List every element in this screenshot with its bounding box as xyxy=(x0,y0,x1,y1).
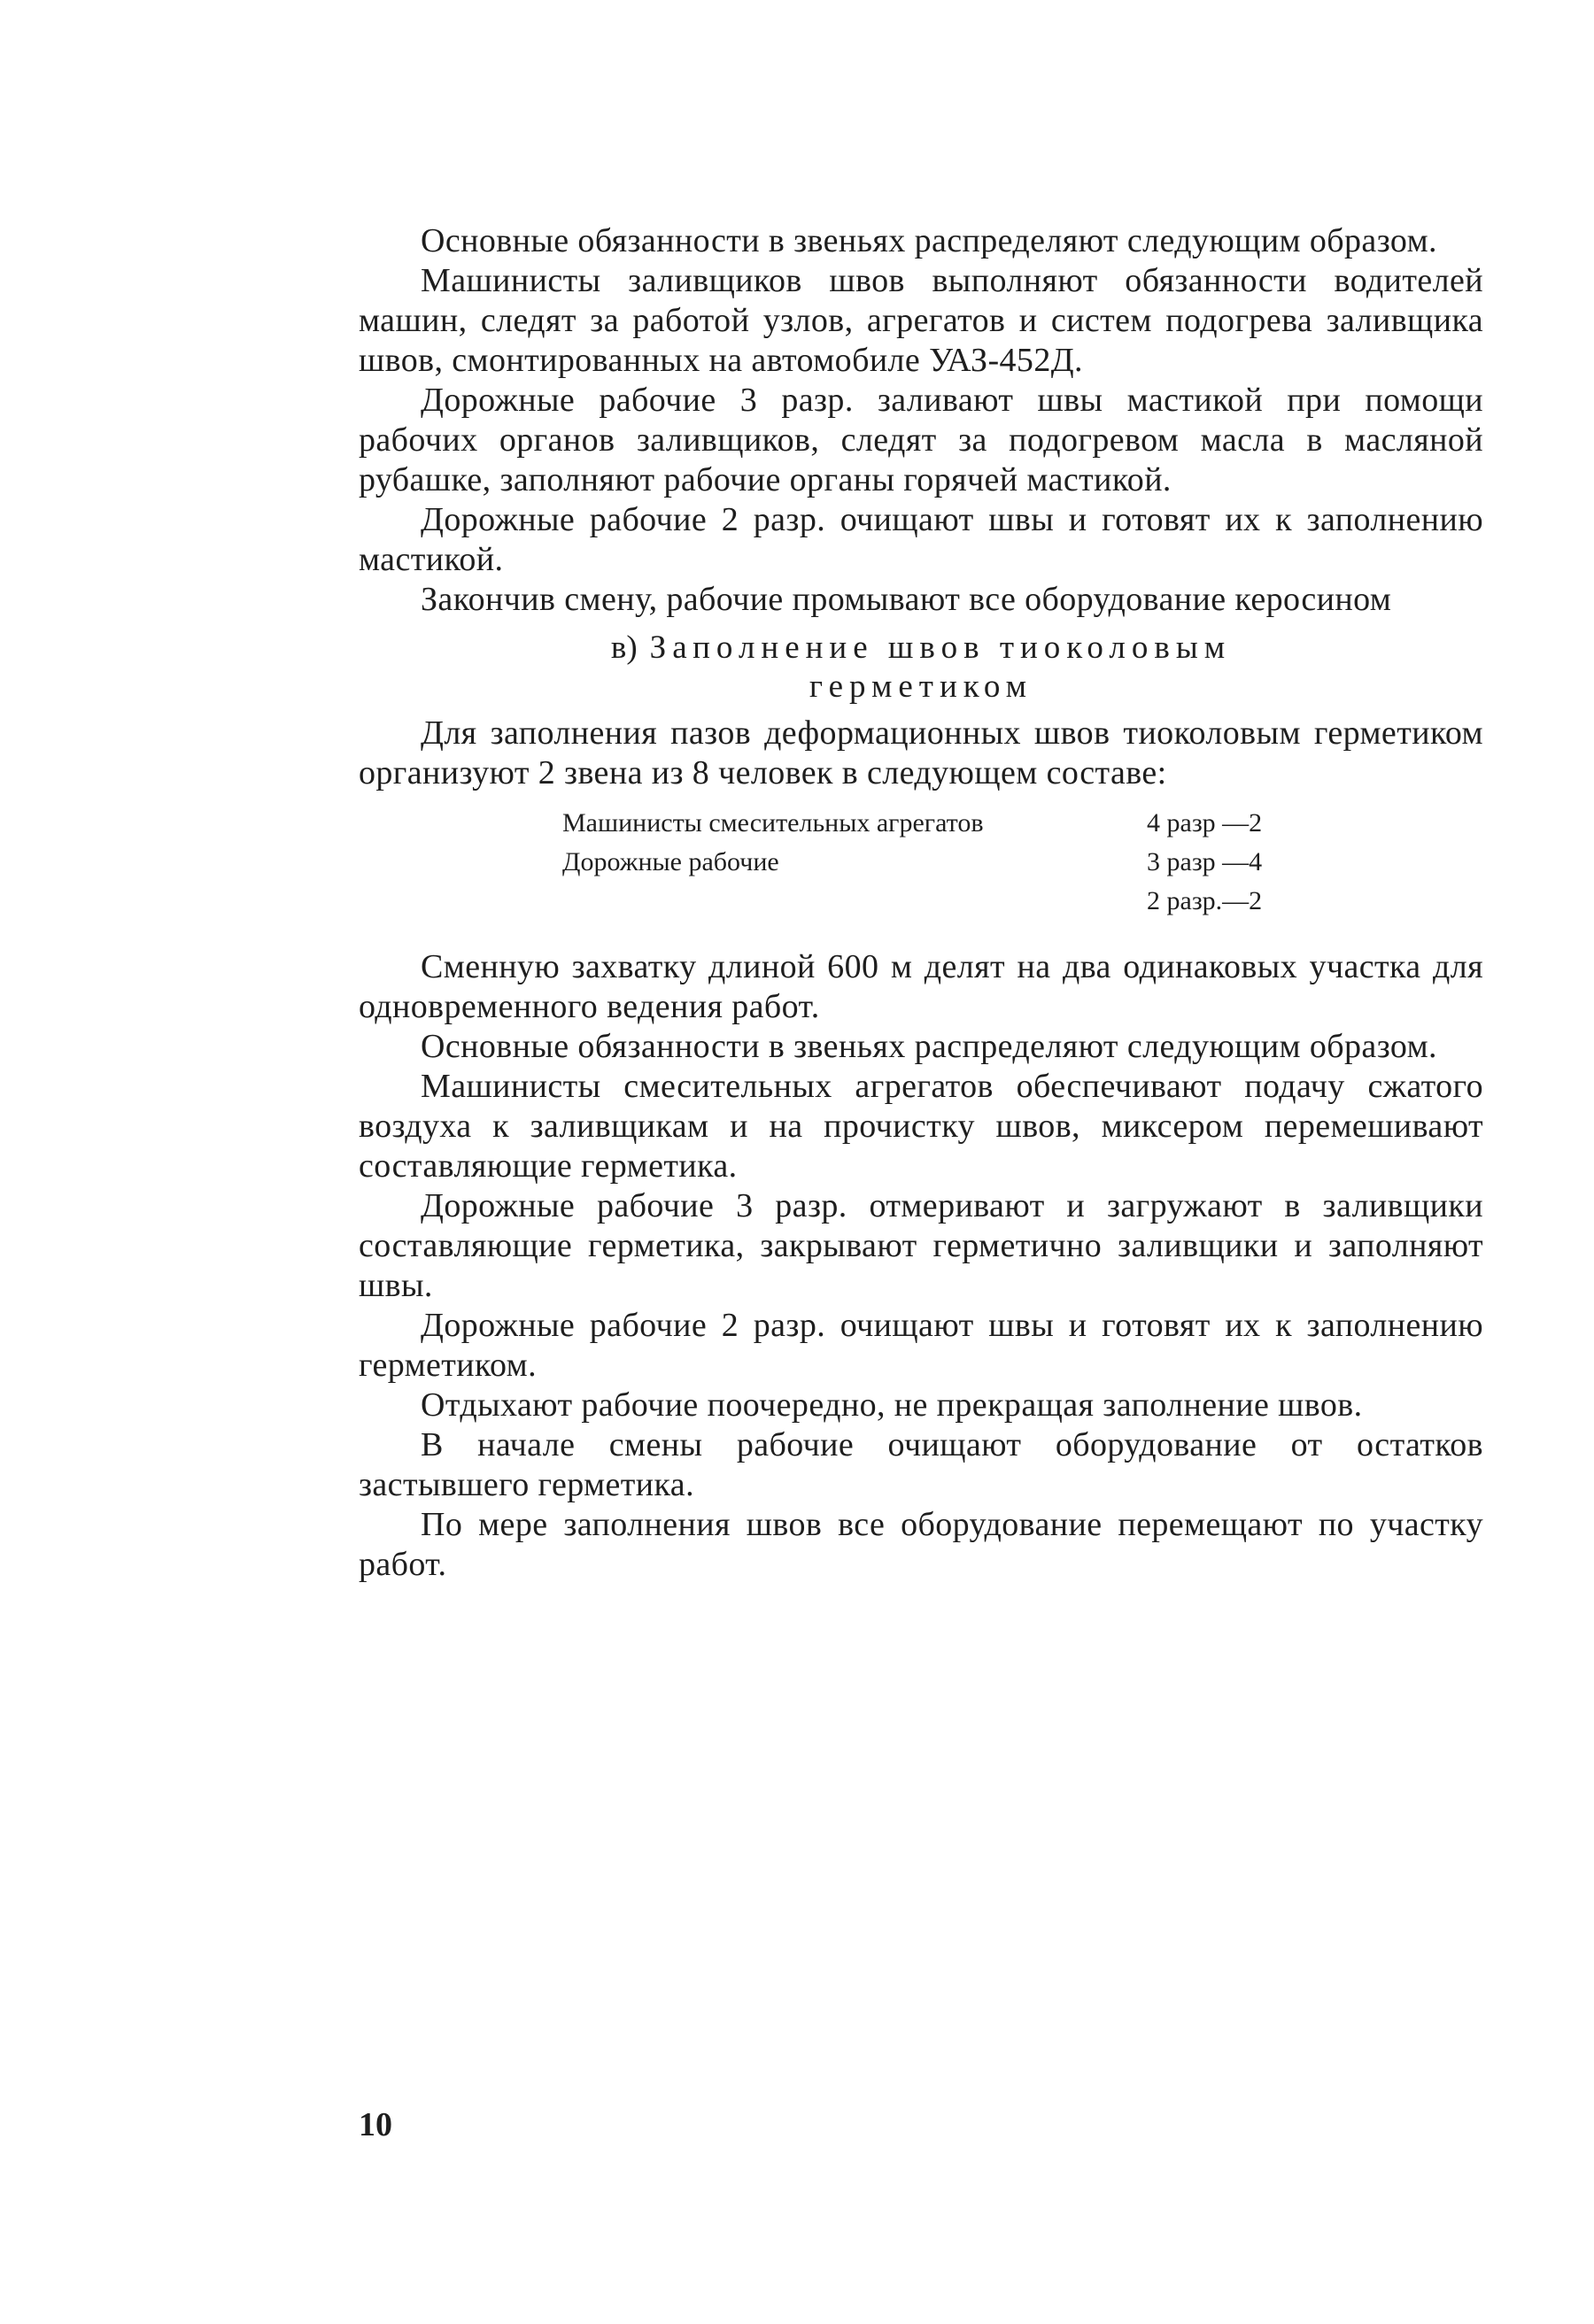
roster-role: Машинисты смесительных агрегатов xyxy=(562,808,984,838)
paragraph-mixer-operators: Машинисты смесительных агрегатов обеспечивают подачу сжатого воздуха к заливщикам и на прочистку швов, миксером перемешивают составляющие герметика. xyxy=(359,1068,1483,1185)
roster-grade: 3 разр —4 xyxy=(1147,847,1263,876)
paragraph-shift-section: Сменную захватку длиной 600 м делят на два одинаковых участка для одновременного ведения работ. xyxy=(359,948,1483,1025)
roster-role xyxy=(562,882,1147,921)
paragraph-workers-grade2: Дорожные рабочие 2 разр. очищают швы и готовят их к заполнению мастикой. xyxy=(359,501,1483,578)
roster-role: Дорожные рабочие xyxy=(562,847,779,876)
crew-roster-table xyxy=(562,804,1262,921)
page-number: 10 xyxy=(359,2106,392,2143)
paragraph-duties-intro: Основные обязанности в звеньях распределяют следующим образом. xyxy=(421,222,1437,259)
roster-row xyxy=(562,804,1262,843)
roster-grade: 4 разр —2 xyxy=(1147,808,1263,838)
paragraph-machinists-duties: Машинисты заливщиков швов выполняют обязанности водителей машин, следят за работой узлов, агрегатов и систем подогрева заливщика швов, смонтированных на автомобиле УАЗ-452Д. xyxy=(359,262,1483,379)
roster-row xyxy=(562,882,1262,921)
paragraph-workers-grade2-sealant: Дорожные рабочие 2 разр. очищают швы и готовят их к заполнению герметиком. xyxy=(359,1307,1483,1384)
paragraph-duties-intro-2: Основные обязанности в звеньях распределяют следующим образом. xyxy=(421,1028,1437,1065)
paragraph-rest-breaks: Отдыхают рабочие поочередно, не прекращая заполнение швов. xyxy=(421,1386,1363,1424)
section-heading-title: Заполнение швов тиоколовым xyxy=(649,629,1232,666)
paragraph-end-of-shift: Закончив смену, рабочие промывают все оборудование керосином xyxy=(421,581,1392,618)
paragraph-workers-grade3: Дорожные рабочие 3 разр. заливают швы мастикой при помощи рабочих органов заливщиков, следят за подогревом масла в масляной рубашке, заполняют рабочие органы горячей мастикой. xyxy=(359,382,1483,498)
section-heading-prefix: в) xyxy=(610,629,638,666)
section-heading-line2: герметиком xyxy=(809,668,1033,705)
paragraph-workers-grade3-sealant: Дорожные рабочие 3 разр. отмеривают и загружают в заливщики составляющие герметика, закрывают герметично заливщики и заполняют швы. xyxy=(359,1187,1483,1304)
roster-row xyxy=(562,843,1262,882)
page-body xyxy=(359,221,1483,1585)
paragraph-team-composition: Для заполнения пазов деформационных швов тиоколовым герметиком организуют 2 звена из 8 человек в следующем составе: xyxy=(359,714,1483,791)
roster-grade: 2 разр.—2 xyxy=(1147,886,1263,915)
section-heading-line1 xyxy=(359,629,1483,668)
section-heading xyxy=(359,629,1483,706)
paragraph-equipment-moving: По мере заполнения швов все оборудование перемещают по участку работ. xyxy=(359,1506,1483,1583)
paragraph-equipment-cleaning: В начале смены рабочие очищают оборудование от остатков застывшего герметика. xyxy=(359,1426,1483,1503)
